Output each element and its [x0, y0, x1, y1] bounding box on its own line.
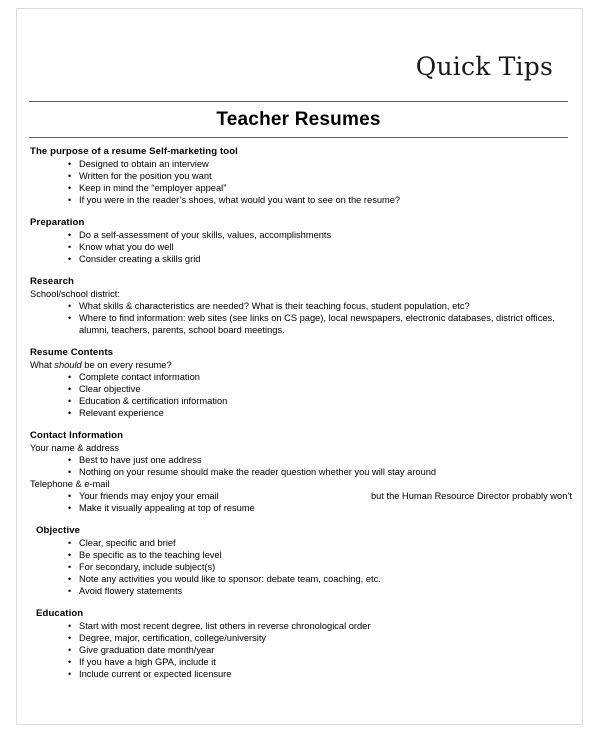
bullet-list	[30, 537, 578, 597]
bullet-item: • Know what you do well	[30, 241, 578, 253]
bullet-list	[30, 620, 578, 680]
bullet-list	[30, 490, 578, 514]
document-body	[30, 145, 578, 680]
document-section	[30, 275, 578, 336]
bullet-item: • Give graduation date month/year	[30, 644, 578, 656]
document-section	[30, 524, 578, 597]
bullet-item: • Designed to obtain an interview	[30, 158, 578, 170]
bullet-item: • For secondary, include subject(s)	[30, 561, 578, 573]
bullet-item: • Nothing on your resume should make the reader question whether you will stay around	[30, 466, 578, 478]
subline-emphasis: should	[54, 360, 82, 370]
bullet-item	[30, 490, 578, 502]
bullet-list	[30, 300, 578, 336]
bullet-text-secondary: but the Human Resource Director probably won’t	[371, 491, 573, 501]
page-title: Teacher Resumes	[216, 109, 381, 130]
subline-text-after: be on every resume?	[81, 360, 172, 370]
bullet-item: • Include current or expected licensure	[30, 668, 578, 680]
bullet-item: • Education & certification information	[30, 395, 578, 407]
bullet-item: • Do a self-assessment of your skills, values, accomplishments	[30, 229, 578, 241]
bullet-item: • Start with most recent degree, list others in reverse chronological order	[30, 620, 578, 632]
section-heading: Research	[30, 276, 74, 287]
section-subline: Telephone & e-mail	[30, 479, 110, 489]
bullet-item: • If you have a high GPA, include it	[30, 656, 578, 668]
bullet-item: • Clear, specific and brief	[30, 537, 578, 549]
bullet-item: • Avoid flowery statements	[30, 585, 578, 597]
section-heading: Contact Information	[30, 430, 124, 441]
bullet-item: • Relevant experience	[30, 407, 578, 419]
bullet-item: • Where to find information: web sites (see links on CS page), local newspapers, electronic databases, district offices, alumni, teachers, parents, school board meetings.	[30, 312, 578, 336]
bullet-list	[30, 229, 578, 265]
document-section	[30, 429, 578, 514]
document-page	[16, 8, 583, 725]
page-content-area	[17, 9, 582, 724]
section-heading: Preparation	[30, 217, 85, 228]
bullet-list	[30, 371, 578, 419]
section-heading: The purpose of a resume Self-marketing tool	[30, 146, 238, 157]
bullet-item: • Complete contact information	[30, 371, 578, 383]
document-section	[30, 145, 578, 206]
bullet-list	[30, 454, 578, 478]
section-heading: Resume Contents	[30, 347, 114, 358]
document-kicker: Quick Tips	[415, 52, 553, 81]
section-heading: Education	[36, 608, 84, 619]
bullet-item: • Written for the position you want	[30, 170, 578, 182]
bullet-item: • Clear objective	[30, 383, 578, 395]
bullet-item: • Best to have just one address	[30, 454, 578, 466]
bullet-list	[30, 158, 578, 206]
section-subline: School/school district:	[30, 289, 120, 299]
bullet-item: • Consider creating a skills grid	[30, 253, 578, 265]
bullet-item: • If you were in the reader’s shoes, what would you want to see on the resume?	[30, 194, 578, 206]
bullet-item: • Be specific as to the teaching level	[30, 549, 578, 561]
section-heading: Objective	[36, 525, 81, 536]
section-subline: Your name & address	[30, 443, 120, 453]
section-subline	[30, 359, 578, 371]
document-section	[30, 346, 578, 419]
title-rule-top	[29, 101, 568, 102]
subline-text-before: What	[30, 360, 55, 370]
document-section	[30, 607, 578, 680]
bullet-item: • Degree, major, certification, college/university	[30, 632, 578, 644]
bullet-text-primary: Your friends may enjoy your email	[79, 491, 219, 501]
document-section	[30, 216, 578, 265]
bullet-item: • Note any activities you would like to sponsor: debate team, coaching, etc.	[30, 573, 578, 585]
bullet-item: • What skills & characteristics are needed? What is their teaching focus, student population, etc?	[30, 300, 578, 312]
bullet-item: • Keep in mind the “employer appeal”	[30, 182, 578, 194]
title-rule-bottom	[29, 137, 568, 138]
bullet-item: • Make it visually appealing at top of resume	[30, 502, 578, 514]
